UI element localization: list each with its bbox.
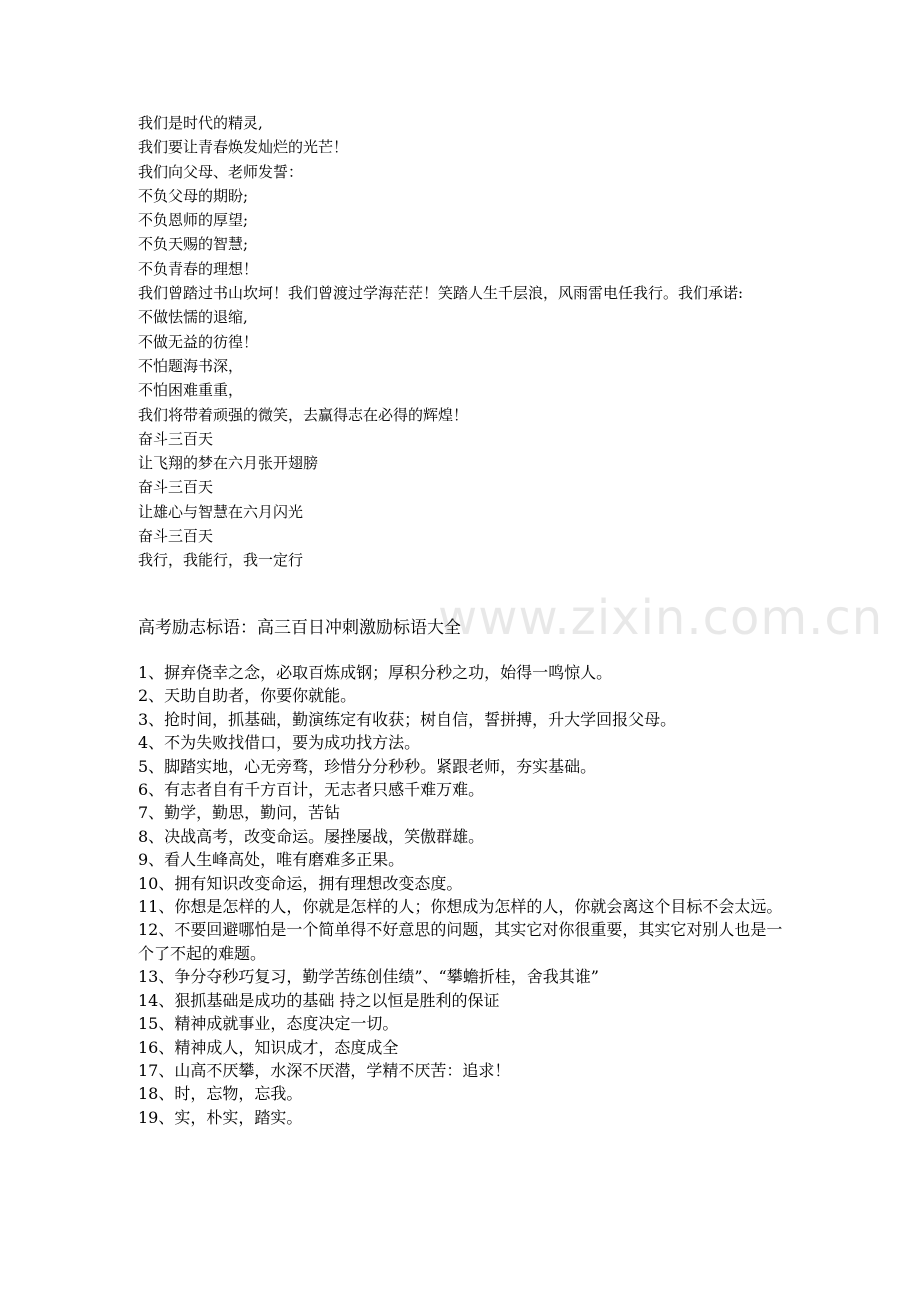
list-item: 2、天助自助者，你要你就能。 (138, 686, 357, 706)
list-item: 8、决战高考，改变命运。屡挫屡战，笑傲群雄。 (138, 826, 485, 846)
list-item: 13、争分夺秒巧复习，勤学苦练创佳绩”、“攀蟾折桂，舍我其谁” (138, 967, 599, 987)
list-item: 15、精神成就事业，态度决定一切。 (138, 1014, 399, 1034)
list-item: 9、看人生峰高处，唯有磨难多正果。 (138, 850, 405, 870)
poem-line: 不负青春的理想！ (138, 259, 259, 278)
list-item: 19、实，朴实，踏实。 (138, 1107, 303, 1127)
poem-line: 不负天赐的智慧; (138, 235, 249, 254)
poem-block (138, 111, 798, 573)
list-item: 3、抢时间，抓基础，勤演练定有收获；树自信，誓拼搏，升大学回报父母。 (138, 709, 677, 729)
poem-line: 奋斗三百天 (138, 527, 214, 546)
slogan-list (138, 661, 798, 1129)
poem-line: 我行，我能行，我一定行 (138, 551, 304, 570)
poem-line: 不负恩师的厚望; (138, 211, 249, 230)
poem-line: 我们要让青春焕发灿烂的光芒！ (138, 138, 349, 157)
list-item: 11、你想是怎样的人，你就是怎样的人；你想成为怎样的人，你就会离这个目标不会太远。 (138, 897, 783, 917)
list-item: 6、有志者自有千方百计，无志者只感千难万难。 (138, 780, 485, 800)
poem-line: 我们将带着顽强的微笑，去赢得志在必得的辉煌！ (138, 405, 469, 424)
list-item: 16、精神成人，知识成才，态度成全 (138, 1037, 399, 1057)
poem-line: 不怕题海书深， (138, 356, 244, 375)
poem-line: 奋斗三百天 (138, 478, 214, 497)
list-item: 1、摒弃侥幸之念，必取百炼成钢；厚积分秒之功，始得一鸣惊人。 (138, 663, 613, 682)
list-item: 5、脚踏实地，心无旁骛，珍惜分分秒秒。紧跟老师，夯实基础。 (138, 756, 597, 776)
poem-line: 不做怯懦的退缩, (138, 308, 248, 327)
list-item: 4、不为失败找借口，要为成功找方法。 (138, 733, 421, 753)
poem-line: 我们向父母、老师发誓： (138, 162, 304, 181)
watermark: www.zixin.com.cn (438, 590, 884, 646)
list-item: 7、勤学，勤思，勤问，苦钻 (138, 803, 341, 823)
poem-line: 让飞翔的梦在六月张开翅膀 (138, 454, 319, 473)
poem-line: 奋斗三百天 (138, 429, 214, 448)
poem-line: 让雄心与智慧在六月闪光 (138, 502, 304, 521)
poem-line: 不做无益的彷徨！ (138, 332, 259, 351)
poem-line: 不怕困难重重， (138, 381, 244, 400)
list-item: 17、山高不厌攀，水深不厌潜，学精不厌苦：追求！ (138, 1060, 511, 1080)
list-item: 14、狠抓基础是成功的基础 持之以恒是胜利的保证 (138, 990, 500, 1010)
section-heading: 高考励志标语：高三百日冲刺激励标语大全 (138, 618, 461, 638)
list-item: 12、不要回避哪怕是一个简单得不好意思的问题，其实它对你很重要，其实它对别人也是一个了不起的难题。 (138, 920, 783, 963)
list-item: 10、拥有知识改变命运，拥有理想改变态度。 (138, 873, 463, 893)
poem-line: 我们是时代的精灵, (138, 114, 263, 132)
list-item: 18、时，忘物，忘我。 (138, 1084, 303, 1104)
poem-line: 不负父母的期盼; (138, 186, 249, 205)
poem-line: 我们曾踏过书山坎坷！我们曾渡过学海茫茫！笑踏人生千层浪，风雨雷电任我行。我们承诺: (138, 284, 744, 303)
